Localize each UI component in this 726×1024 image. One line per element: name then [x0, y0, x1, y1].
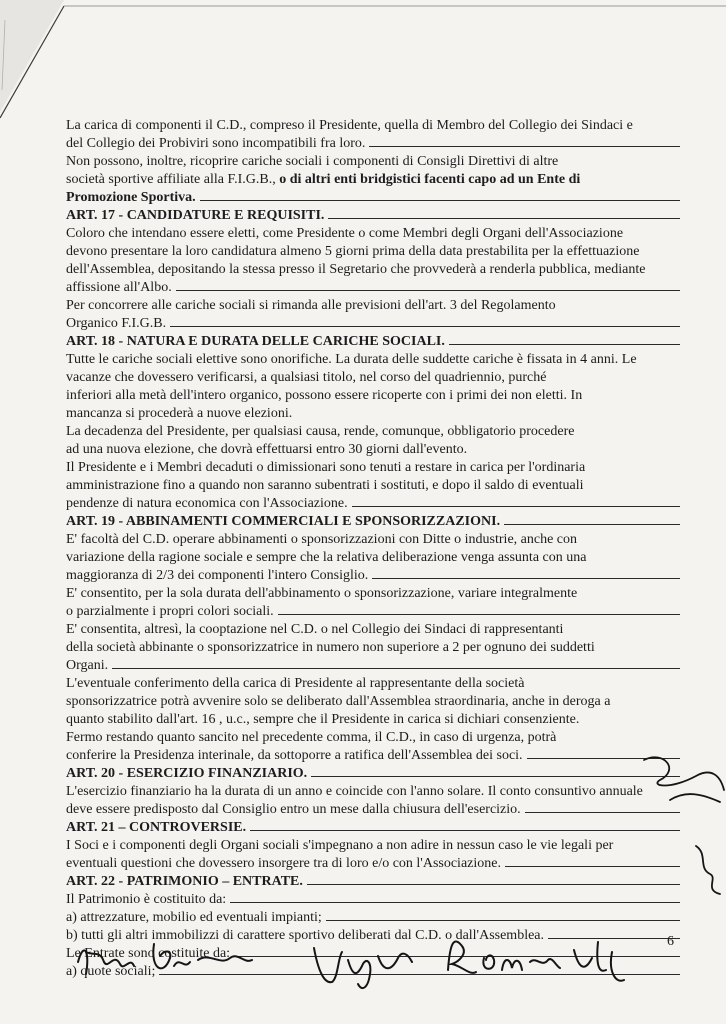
- text-line: [66, 855, 680, 873]
- article-heading: [66, 819, 680, 837]
- line-text: Il Patrimonio è costituito da:: [66, 892, 227, 907]
- text-line: [66, 603, 680, 621]
- text-line: [66, 225, 680, 243]
- article-heading: [66, 207, 680, 225]
- line-text: della società abbinante o sponsorizzatrice in numero non superiore a 2 per ognuno dei suddetti: [66, 640, 595, 655]
- text-line: [66, 549, 680, 567]
- text-line: [66, 297, 680, 315]
- line-text: ART. 22 - PATRIMONIO – ENTRATE.: [66, 874, 303, 889]
- line-text: ART. 18 - NATURA E DURATA DELLE CARICHE SOCIALI.: [66, 334, 445, 349]
- line-text: Coloro che intendano essere eletti, come Presidente o come Membri degli Organi dell'Associazione: [66, 226, 624, 241]
- article-heading: [66, 765, 680, 783]
- margin-signature: [690, 838, 726, 898]
- line-text: del Collegio dei Probiviri sono incompatibili fra loro.: [66, 136, 366, 151]
- line-text: deve essere predisposto dal Consiglio entro un mese dalla chiusura dell'esercizio.: [66, 802, 521, 817]
- text-line: [66, 585, 680, 603]
- document-body: [66, 117, 680, 981]
- line-text: Tutte le cariche sociali elettive sono onorifiche. La durata delle suddette cariche è fissata in 4 anni. Le: [66, 352, 637, 367]
- text-line: [66, 135, 680, 153]
- text-line: [66, 243, 680, 261]
- handwritten-signature: [70, 922, 260, 992]
- line-text: variazione della ragione sociale e sempre che la relativa deliberazione venga assunta con una: [66, 550, 587, 565]
- text-line: [66, 495, 680, 513]
- line-text: amministrazione fino a quando non saranno subentrati i sostituti, e dopo il saldo di eventuali: [66, 478, 584, 493]
- text-line: [66, 477, 680, 495]
- line-text: quanto stabilito dall'art. 16 , u.c., sempre che il Presidente in carica si dichiari consenziente.: [66, 712, 580, 727]
- line-text: Fermo restando quanto sancito nel precedente comma, il C.D., in caso di urgenza, potrà: [66, 730, 557, 745]
- line-text: ART. 19 - ABBINAMENTI COMMERCIALI E SPONSORIZZAZIONI.: [66, 514, 501, 529]
- line-text: inferiori alla metà dell'intero organico, possono essere ricoperte con i primi dei non eletti. In: [66, 388, 583, 403]
- line-text: pendenze di natura economica con l'Associazione.: [66, 496, 348, 511]
- line-text: L'eventuale conferimento della carica di Presidente al rappresentante della società: [66, 676, 525, 691]
- page-number: 6: [667, 934, 674, 949]
- text-line: [66, 423, 680, 441]
- line-text: E' consentita, altresì, la cooptazione nel C.D. o nel Collegio dei Sindaci di rappresentanti: [66, 622, 564, 637]
- text-line: [66, 891, 680, 909]
- line-text: mancanza si procederà a nuove elezioni.: [66, 406, 293, 421]
- line-text: Promozione Sportiva.: [66, 190, 196, 205]
- text-line: [66, 153, 680, 171]
- text-line: [66, 441, 680, 459]
- article-heading: [66, 333, 680, 351]
- text-line: [66, 837, 680, 855]
- text-line: [66, 675, 680, 693]
- line-text: dell'Assemblea, depositando la stessa presso il Segretario che provvederà a renderla pubblica, mediante: [66, 262, 646, 277]
- article-heading: [66, 513, 680, 531]
- line-text: devono presentare la loro candidatura almeno 5 giorni prima della data prestabilita per la effettuazione: [66, 244, 640, 259]
- article-heading: [66, 873, 680, 891]
- line-text: La carica di componenti il C.D., compreso il Presidente, quella di Membro del Collegio dei Sindaci e: [66, 118, 633, 133]
- text-line: [66, 171, 680, 189]
- line-text: Organi.: [66, 658, 109, 673]
- line-text: a) attrezzature, mobilio ed eventuali impianti;: [66, 910, 322, 925]
- line-text: Non possono, inoltre, ricoprire cariche sociali i componenti di Consigli Direttivi di altre: [66, 154, 559, 169]
- line-text: eventuali questioni che dovessero insorgere tra di loro e/o con l'Associazione.: [66, 856, 501, 871]
- line-text: Le Entrate sono costituite da:: [66, 946, 231, 961]
- text-line: [66, 639, 680, 657]
- line-text: Il Presidente e i Membri decaduti o dimissionari sono tenuti a restare in carica per l'ordinaria: [66, 460, 586, 475]
- text-line: [66, 369, 680, 387]
- text-line: [66, 711, 680, 729]
- text-line: [66, 657, 680, 675]
- line-text: ART. 17 - CANDIDATURE E REQUISITI.: [66, 208, 325, 223]
- line-text: Per concorrere alle cariche sociali si rimanda alle previsioni dell'art. 3 del Regolamento: [66, 298, 556, 313]
- text-line: [66, 531, 680, 549]
- text-line: [66, 351, 680, 369]
- text-line: [66, 387, 680, 405]
- handwritten-signature: [308, 922, 418, 992]
- text-line: [66, 315, 680, 333]
- margin-signature: [640, 730, 726, 810]
- text-line: [66, 693, 680, 711]
- line-text: E' facoltà del C.D. operare abbinamenti o sponsorizzazioni con Ditte o industrie, anche con: [66, 532, 578, 547]
- line-text-bold: o di altri enti bridgistici facenti capo ad un Ente di: [275, 172, 581, 187]
- line-text: ART. 21 – CONTROVERSIE.: [66, 820, 247, 835]
- line-text: ART. 20 - ESERCIZIO FINANZIARIO.: [66, 766, 308, 781]
- line-text: E' consentito, per la sola durata dell'abbinamento o sponsorizzazione, variare integralmente: [66, 586, 578, 601]
- text-line: [66, 567, 680, 585]
- line-text: vacanze che dovessero verificarsi, a qualsiasi titolo, nel corso del quadriennio, purché: [66, 370, 547, 385]
- line-text: Organico F.I.G.B.: [66, 316, 167, 331]
- line-text: b) tutti gli altri immobilizzi di carattere sportivo deliberati dal C.D. o dall'Assemblea.: [66, 928, 545, 943]
- text-line: [66, 801, 680, 819]
- line-text: a) quote sociali;: [66, 964, 156, 979]
- text-line: [66, 279, 680, 297]
- line-text: L'esercizio finanziario ha la durata di un anno e coincide con l'anno solare. Il conto consuntivo annuale: [66, 784, 643, 799]
- handwritten-signature: [440, 922, 640, 992]
- line-text: o parzialmente i propri colori sociali.: [66, 604, 274, 619]
- text-line: [66, 747, 680, 765]
- line-text: maggioranza di 2/3 dei componenti l'intero Consiglio.: [66, 568, 369, 583]
- text-line: [66, 117, 680, 135]
- text-line: [66, 405, 680, 423]
- text-line: [66, 621, 680, 639]
- line-text: ad una nuova elezione, che dovrà effettuarsi entro 30 giorni dall'evento.: [66, 442, 468, 457]
- text-line: [66, 783, 680, 801]
- text-line: [66, 459, 680, 477]
- text-line: [66, 189, 680, 207]
- text-line: [66, 729, 680, 747]
- line-text: I Soci e i componenti degli Organi sociali s'impegnano a non adire in nessun caso le vie legali per: [66, 838, 614, 853]
- line-text: La decadenza del Presidente, per qualsiasi causa, rende, comunque, obbligatorio procedere: [66, 424, 575, 439]
- text-line: [66, 261, 680, 279]
- line-text: società sportive affiliate alla F.I.G.B.,: [66, 172, 276, 187]
- line-text: conferire la Presidenza interinale, da sottoporre a ratifica dell'Assemblea dei soci.: [66, 748, 523, 763]
- line-text: affissione all'Albo.: [66, 280, 172, 295]
- line-text: sponsorizzatrice potrà avvenire solo se deliberato dall'Assemblea straordinaria, anche in deroga a: [66, 694, 611, 709]
